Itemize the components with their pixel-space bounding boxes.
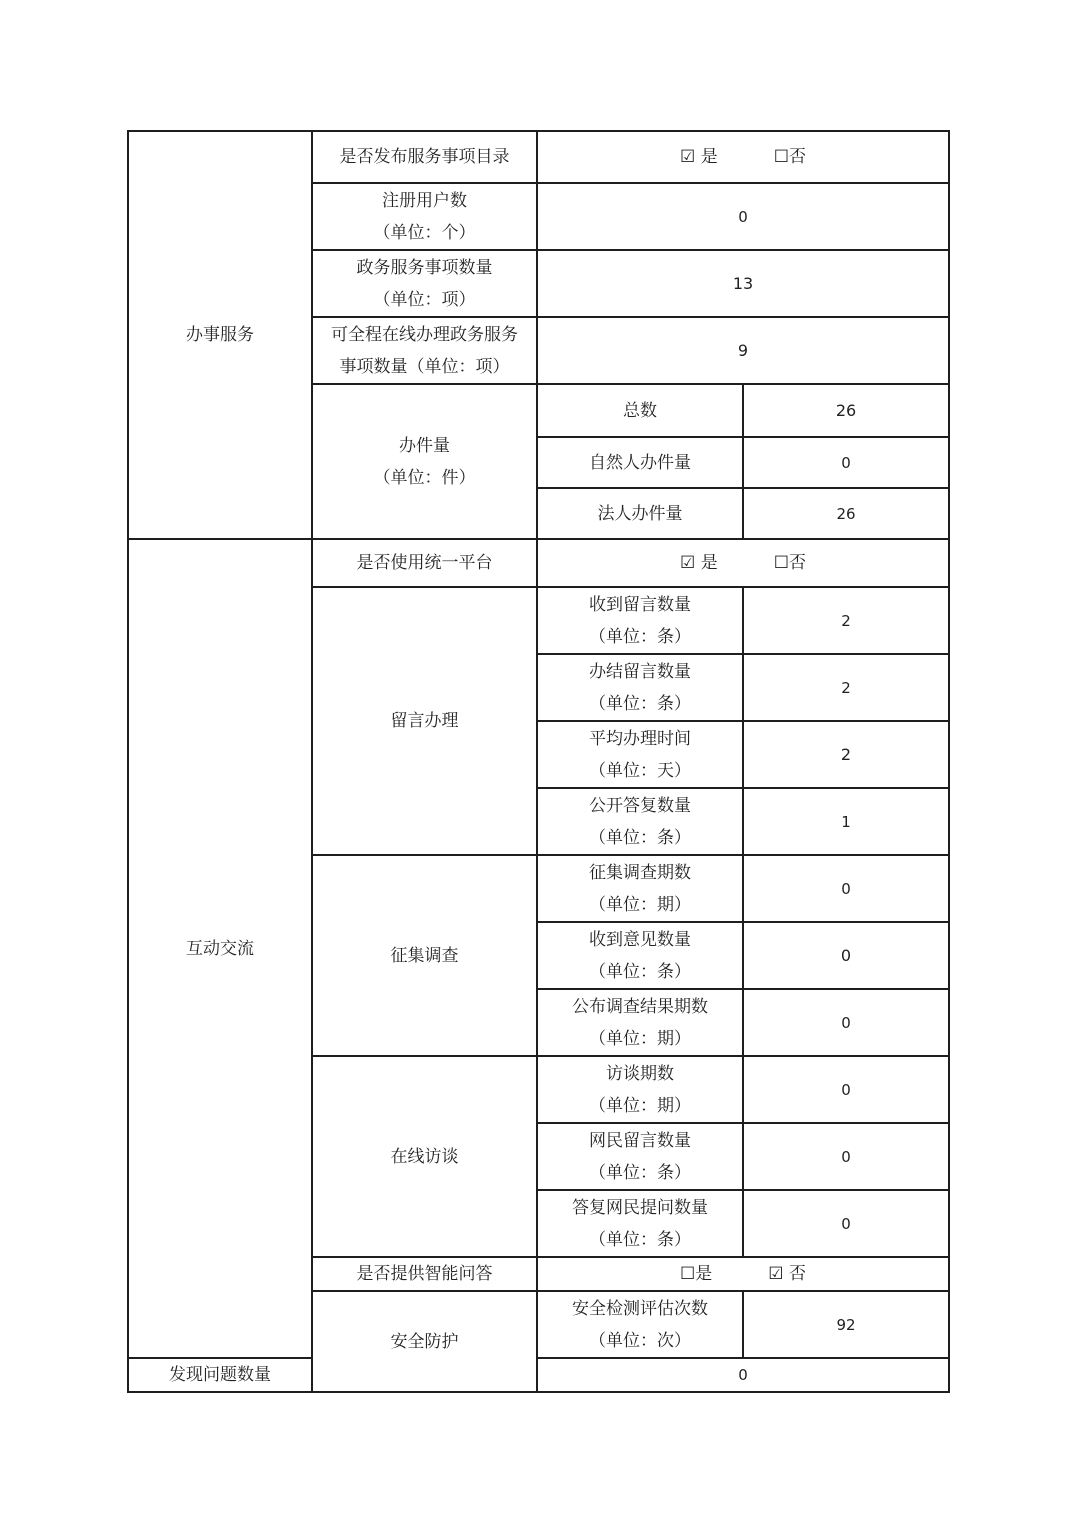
messages-avg-time-label: 平均办理时间 （单位：天）: [537, 721, 743, 788]
registered-users-label: 注册用户数 （单位：个）: [312, 183, 537, 250]
smart-qa-yes-checkbox[interactable]: ☐是: [680, 1264, 713, 1284]
smart-qa-choice: [537, 1257, 949, 1291]
section-interaction: 互动交流: [128, 539, 312, 1358]
interview-messages-label: 网民留言数量 （单位：条）: [537, 1123, 743, 1190]
messages-closed-label: 办结留言数量 （单位：条）: [537, 654, 743, 721]
platform-choice: [537, 539, 949, 587]
interview-replies-label: 答复网民提问数量 （单位：条）: [537, 1190, 743, 1257]
security-checks-label: 安全检测评估次数 （单位：次）: [537, 1291, 743, 1358]
interview-periods-label: 访谈期数 （单位：期）: [537, 1056, 743, 1123]
issues-found-value: 0: [537, 1358, 949, 1392]
interview-messages-value: 0: [743, 1123, 949, 1190]
section-service: 办事服务: [128, 131, 312, 539]
cases-person-value: 0: [743, 437, 949, 488]
interview-periods-value: 0: [743, 1056, 949, 1123]
messages-received-value: 2: [743, 587, 949, 654]
online-items-value: 9: [537, 317, 949, 384]
service-items-label: 政务服务事项数量 （单位：项）: [312, 250, 537, 317]
messages-public-reply-label: 公开答复数量 （单位：条）: [537, 788, 743, 855]
survey-results-value: 0: [743, 989, 949, 1056]
smart-qa-label: 是否提供智能问答: [312, 1257, 537, 1291]
catalog-label: 是否发布服务事项目录: [312, 131, 537, 183]
cases-legal-label: 法人办件量: [537, 488, 743, 539]
section-security: 安全防护: [312, 1291, 537, 1392]
cases-label: 办件量 （单位：件）: [312, 384, 537, 539]
catalog-yes-checkbox[interactable]: ☑ 是: [680, 147, 718, 167]
interview-replies-value: 0: [743, 1190, 949, 1257]
messages-received-label: 收到留言数量 （单位：条）: [537, 587, 743, 654]
survey-label: 征集调查: [312, 855, 537, 1056]
catalog-no-checkbox[interactable]: ☐否: [773, 147, 806, 167]
interview-label: 在线访谈: [312, 1056, 537, 1257]
messages-label: 留言办理: [312, 587, 537, 855]
messages-public-reply-value: 1: [743, 788, 949, 855]
security-checks-value: 92: [743, 1291, 949, 1358]
survey-opinions-label: 收到意见数量 （单位：条）: [537, 922, 743, 989]
cases-person-label: 自然人办件量: [537, 437, 743, 488]
issues-found-label: 发现问题数量: [128, 1358, 312, 1392]
catalog-choice: [537, 131, 949, 183]
stats-table: [127, 130, 950, 1393]
registered-users-value: 0: [537, 183, 949, 250]
platform-no-checkbox[interactable]: ☐否: [773, 553, 806, 573]
platform-yes-checkbox[interactable]: ☑ 是: [680, 553, 718, 573]
service-items-value: 13: [537, 250, 949, 317]
survey-periods-value: 0: [743, 855, 949, 922]
messages-avg-time-value: 2: [743, 721, 949, 788]
survey-results-label: 公布调查结果期数 （单位：期）: [537, 989, 743, 1056]
cases-total-label: 总数: [537, 384, 743, 437]
platform-label: 是否使用统一平台: [312, 539, 537, 587]
cases-legal-value: 26: [743, 488, 949, 539]
online-items-label: 可全程在线办理政务服务 事项数量（单位：项）: [312, 317, 537, 384]
survey-opinions-value: 0: [743, 922, 949, 989]
cases-total-value: 26: [743, 384, 949, 437]
survey-periods-label: 征集调查期数 （单位：期）: [537, 855, 743, 922]
smart-qa-no-checkbox[interactable]: ☑ 否: [768, 1264, 806, 1284]
messages-closed-value: 2: [743, 654, 949, 721]
